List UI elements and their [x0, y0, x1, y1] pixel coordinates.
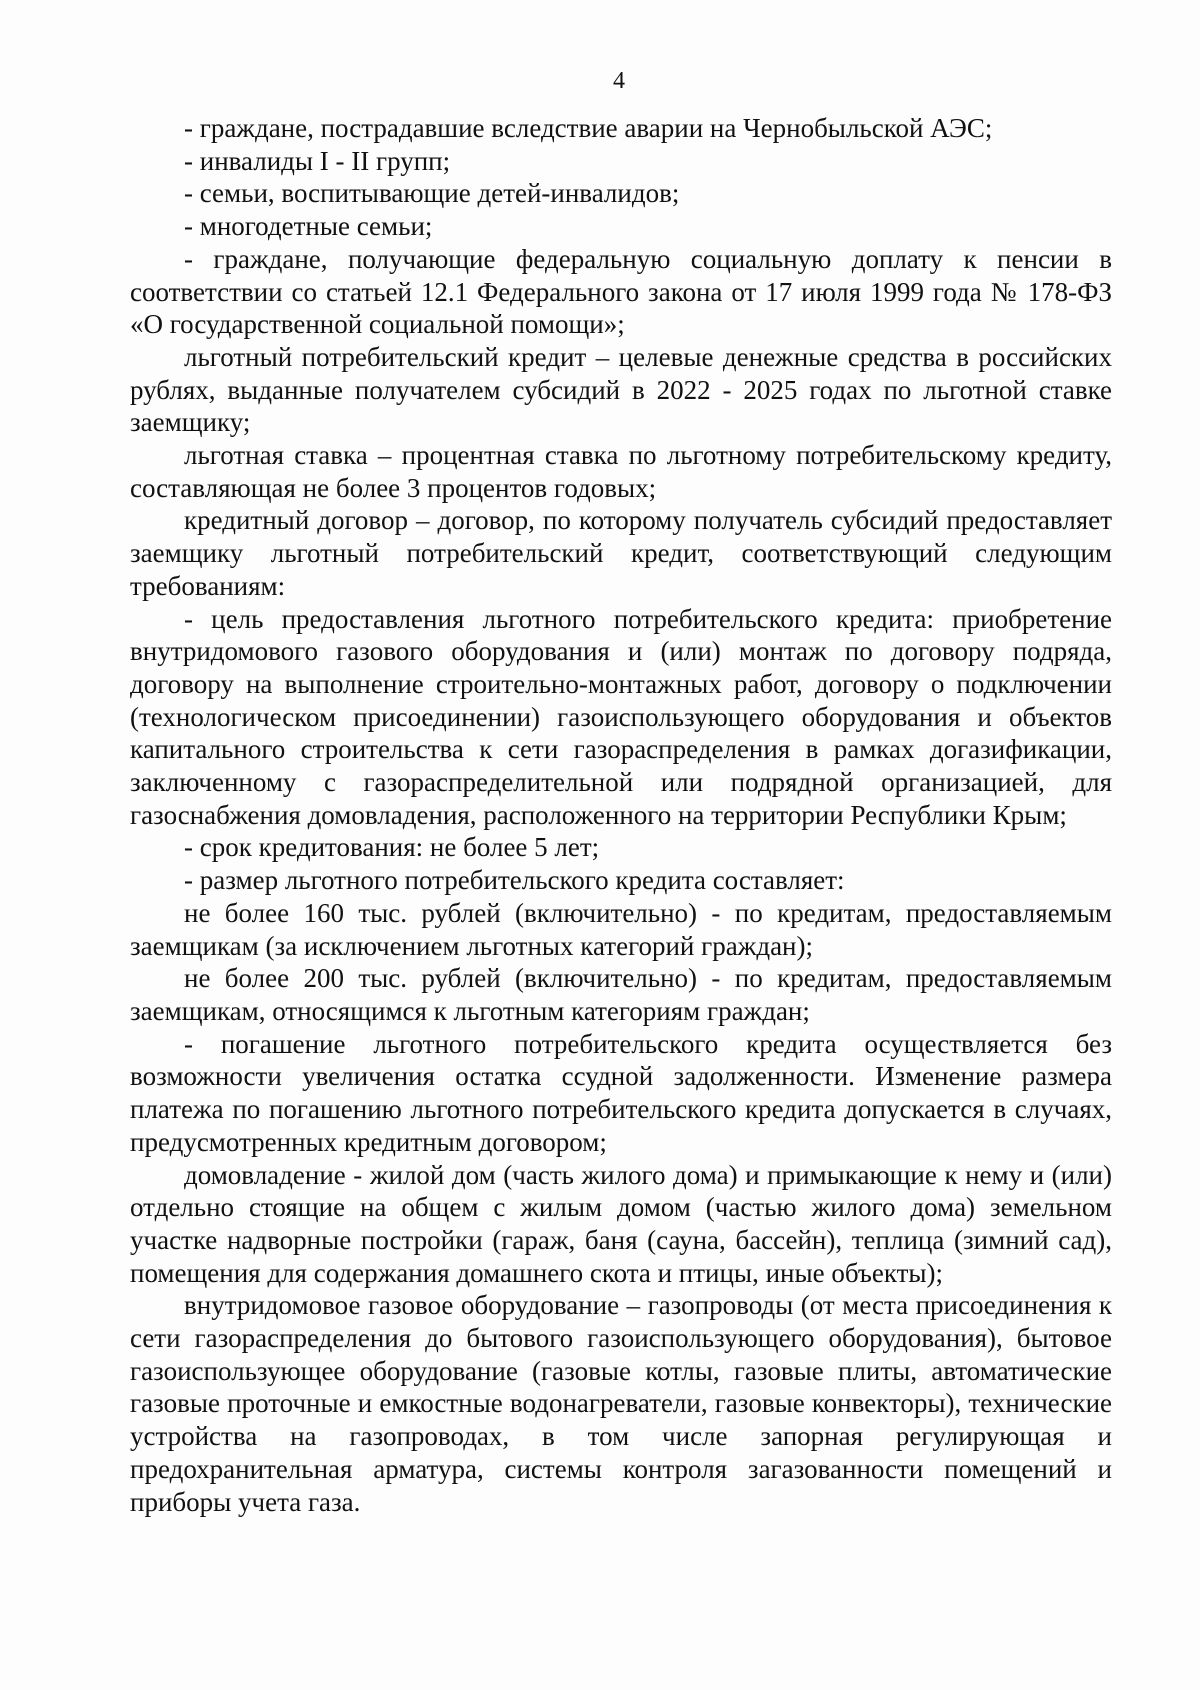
paragraph-chernobyl-victims: - граждане, пострадавшие вследствие аварии на Чернобыльской АЭС;: [184, 113, 993, 143]
page-number: 4: [613, 68, 625, 94]
paragraph-limit-160: не более 160 тыс. рублей (включительно) - по кредитам, предоставляемым заемщикам (за исключением льготных категорий граждан);: [130, 897, 1112, 961]
paragraph-credit-term: - срок кредитования: не более 5 лет;: [184, 832, 600, 863]
paragraph-limit-200: не более 200 тыс. рублей (включительно) - по кредитам, предоставляемым заемщикам, относящимся к льготным категориям граждан;: [130, 963, 1112, 1026]
paragraph-families-disabled-children: - семьи, воспитывающие детей-инвалидов;: [184, 178, 680, 209]
paragraph-repayment: - погашение льготного потребительского кредита осуществляется без возможности увеличения остатка ссудной задолженности. Изменение размера платежа по погашению льготного потребительского кредита допускается в случаях, предусмотренных кредитным договором;: [130, 1028, 1112, 1157]
paragraph-definition-preferential-rate: льготная ставка – процентная ставка по льготному потребительскому кредиту, составляющая не более 3 процентов годовых;: [130, 440, 1112, 503]
paragraph-social-pension-supplement: - граждане, получающие федеральную социальную доплату к пенсии в соответствии со статьей 12.1 Федерального закона от 17 июля 1999 года № 178-ФЗ «О государственной социальной помощи»;: [130, 243, 1112, 340]
paragraph-definition-credit-agreement: кредитный договор – договор, по которому получатель субсидий предоставляет заемщику льготный потребительский кредит, соответствующий следующим требованиям:: [130, 505, 1112, 601]
paragraph-credit-purpose: - цель предоставления льготного потребительского кредита: приобретение внутридомового газового оборудования и (или) монтаж по договору подряда, договору на выполнение строительно-монтажных работ, договору о подключении (технологическом присоединении) газоиспользующего оборудования и объектов капитального строительства к сети газораспределения в рамках догазификации, заключенному с газораспределительной или подрядной организацией, для газоснабжения домовладения, расположенного на территории Республики Крым;: [130, 603, 1112, 830]
paragraph-credit-size: - размер льготного потребительского кредита составляет:: [184, 865, 845, 896]
document-body: [130, 112, 1112, 1518]
paragraph-definition-household: домовладение - жилой дом (часть жилого дома) и примыкающие к нему и (или) отдельно стоящие на общем с жилым домом (частью жилого дома) земельном участке надворные постройки (гараж, баня (сауна, бассейн), теплица (зимний сад), помещения для содержания домашнего скота и птицы, иные объекты);: [130, 1159, 1112, 1288]
paragraph-definition-preferential-credit: льготный потребительский кредит – целевые денежные средства в российских рублях, выданные получателем субсидий в 2022 - 2025 годах по льготной ставке заемщику;: [130, 341, 1112, 438]
paragraph-definition-gas-equipment: внутридомовое газовое оборудование – газопроводы (от места присоединения к сети газораспределения до бытового газоиспользующего оборудования), бытовое газоиспользующее оборудование (газовые котлы, газовые плиты, автоматические газовые проточные и емкостные водонагреватели, газовые конвекторы), технические устройства на газопроводах, в том числе запорная регулирующая и предохранительная арматура, системы контроля загазованности помещений и приборы учета газа.: [130, 1290, 1112, 1517]
paragraph-large-families: - многодетные семьи;: [184, 211, 433, 242]
paragraph-disabled-groups: - инвалиды I - II групп;: [184, 145, 451, 176]
